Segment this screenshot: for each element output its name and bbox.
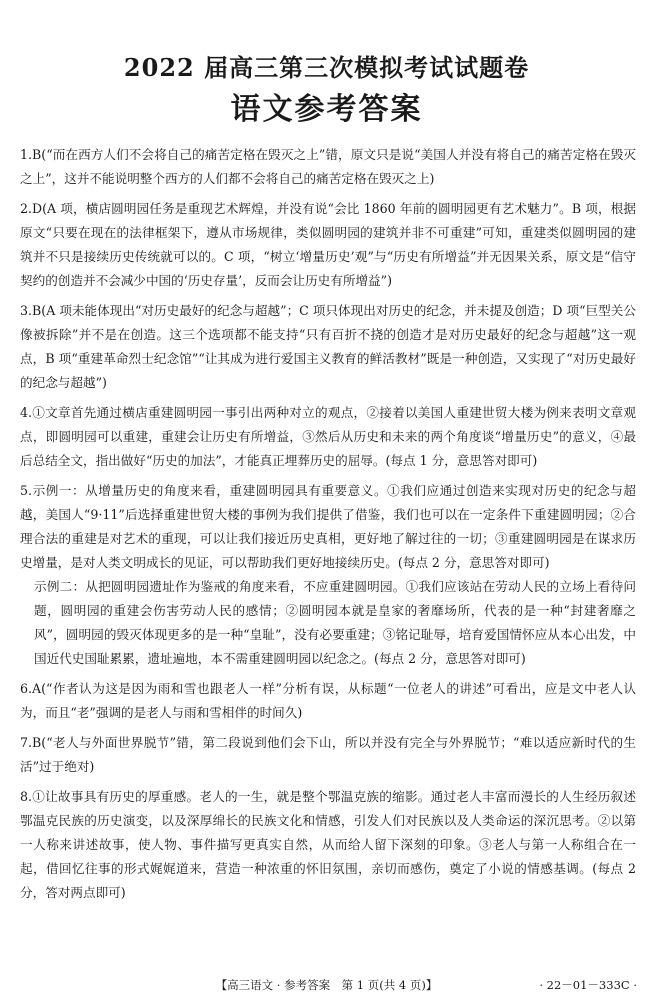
answer-text: D(A 项，横店圆明园任务是重现艺术辉煌，并没有说“会比 1860 年前的圆明园更有艺术魅力”。B 项，根据原文“只要在现在的法律框架下，遵从市场规律，类似圆明园的建筑并非不可重建”可知，重建类似圆明园的建筑并不只是接续历史传统就可以的。C 项，“树立‘增量历史’观”与“历史有所增益”并无因果关系，原文是“信守契约的创造并不会减少中国的‘历史存量’，反而会让历史有所增益”) bbox=[20, 201, 636, 288]
page-footer bbox=[0, 977, 653, 997]
answer-text: 示例二：从把圆明园遗址作为鉴戒的角度来看，不应重建圆明园。①我们应该站在劳动人民的立场上看待问题，圆明园的重建会伤害劳动人民的感情；②圆明园本就是皇家的奢靡场所，代表的是一种“封建奢靡之风”，圆明园的毁灭体现更多的是一种“皇耻”，没有必要重建；③铭记耻辱，培育爱国情怀应从本心出发，中国近代史国耻累累，遗址遍地，本不需重建圆明园以纪念之。(每点 2 分，意思答对即可) bbox=[34, 579, 636, 666]
answer-text: 示例一：从增量历史的角度来看，重建圆明园具有重要意义。①我们应通过创造来实现对历史的纪念与超越，美国人“9·11”后选择重建世贸大楼的事例为我们提供了借鉴，我们也可以在一定条件下重建圆明园；②合理合法的重建是对艺术的重现，可以让我们接近历史真相，更好地了解过往的一切；③重建圆明园是在谋求历史增量，是对人类文明成长的见证，可以帮助我们更好地接续历史。(每点 2 分，意思答对即可) bbox=[20, 483, 636, 570]
answer-item-8 bbox=[20, 785, 636, 905]
answer-item-4 bbox=[20, 401, 636, 473]
answer-item-2 bbox=[20, 197, 636, 293]
answer-list bbox=[20, 143, 636, 905]
answer-item-5-example-2 bbox=[20, 575, 636, 671]
answer-item-7 bbox=[20, 731, 636, 779]
answer-item-6 bbox=[20, 677, 636, 725]
answer-item-3 bbox=[20, 299, 636, 395]
answer-text: ①让故事具有历史的厚重感。老人的一生，就是整个鄂温克族的缩影。通过老人丰富而漫长的人生经历叙述鄂温克民族的历史演变，以及深厚绵长的民族文化和情感，引发人们对民族以及人类命运的深沉思考。②以第一人称来讲述故事，使人物、事件描写更真实自然，从而给人留下深刻的印象。③老人与第一人称组合在一起，借回忆往事的形式娓娓道来，营造一种浓重的怀旧氛围，亲切而感伤，奠定了小说的情感基调。(每点 2 分，答对两点即可) bbox=[20, 789, 636, 900]
answer-number: 3. bbox=[20, 303, 33, 318]
footer-exam-code: · 22－01－333C · bbox=[539, 978, 637, 992]
answer-text: B(“而在西方人们不会将自己的痛苦定格在毁灭之上”错，原文只是说“美国人并没有将自己的痛苦定格在毁灭之上”，这并不能说明整个西方的人们都不会将自己的痛苦定格在毁灭之上) bbox=[20, 147, 636, 186]
page-subtitle: 语文参考答案 bbox=[230, 92, 423, 127]
answer-number: 6. bbox=[20, 681, 33, 696]
answer-number: 4. bbox=[20, 405, 33, 420]
answer-number: 8. bbox=[20, 789, 33, 804]
page-title: 2022 届高三第三次模拟考试试题卷 bbox=[123, 53, 530, 82]
answer-item-5 bbox=[20, 479, 636, 575]
answer-text: B(“老人与外面世界脱节”错，第二段说到他们会下山，所以并没有完全与外界脱节；“难以适应新时代的生活”过于绝对) bbox=[20, 735, 636, 774]
answer-number: 5. bbox=[20, 483, 33, 498]
answer-text: B(A 项未能体现出“对历史最好的纪念与超越”；C 项只体现出对历史的纪念，并未提及创造；D 项“巨型关公像被拆除”并不是在创造。这三个选项都不能支持“只有百折不挠的创造才是对历史最好的纪念与超越”这一观点，B 项“重建革命烈士纪念馆”“让其成为进行爱国主义教育的鲜活教材”既是一种创造，又实现了“对历史最好的纪念与超越”) bbox=[20, 303, 636, 390]
answer-number: 7. bbox=[20, 735, 33, 750]
answer-text: ①文章首先通过横店重建圆明园一事引出两种对立的观点，②接着以美国人重建世贸大楼为例来表明文章观点，即圆明园可以重建，重建会让历史有所增益，③然后从历史和未来的两个角度谈“增量历史”的意义，④最后总结全文，指出做好“历史的加法”，才能真正埋葬历史的屈辱。(每点 1 分，意思答对即可) bbox=[20, 405, 636, 468]
footer-page-info: 【高三语文 · 参考答案 第 1 页(共 4 页)】 bbox=[215, 978, 438, 992]
answer-number: 2. bbox=[20, 201, 33, 216]
answer-number: 1. bbox=[20, 147, 33, 162]
answer-text: A(“作者认为这是因为雨和雪也跟老人一样”分析有误，从标题“一位老人的讲述”可看出，应是文中老人认为，而且“老”强调的是老人与雨和雪相伴的时间久) bbox=[20, 681, 636, 720]
answer-item-1 bbox=[20, 143, 636, 191]
